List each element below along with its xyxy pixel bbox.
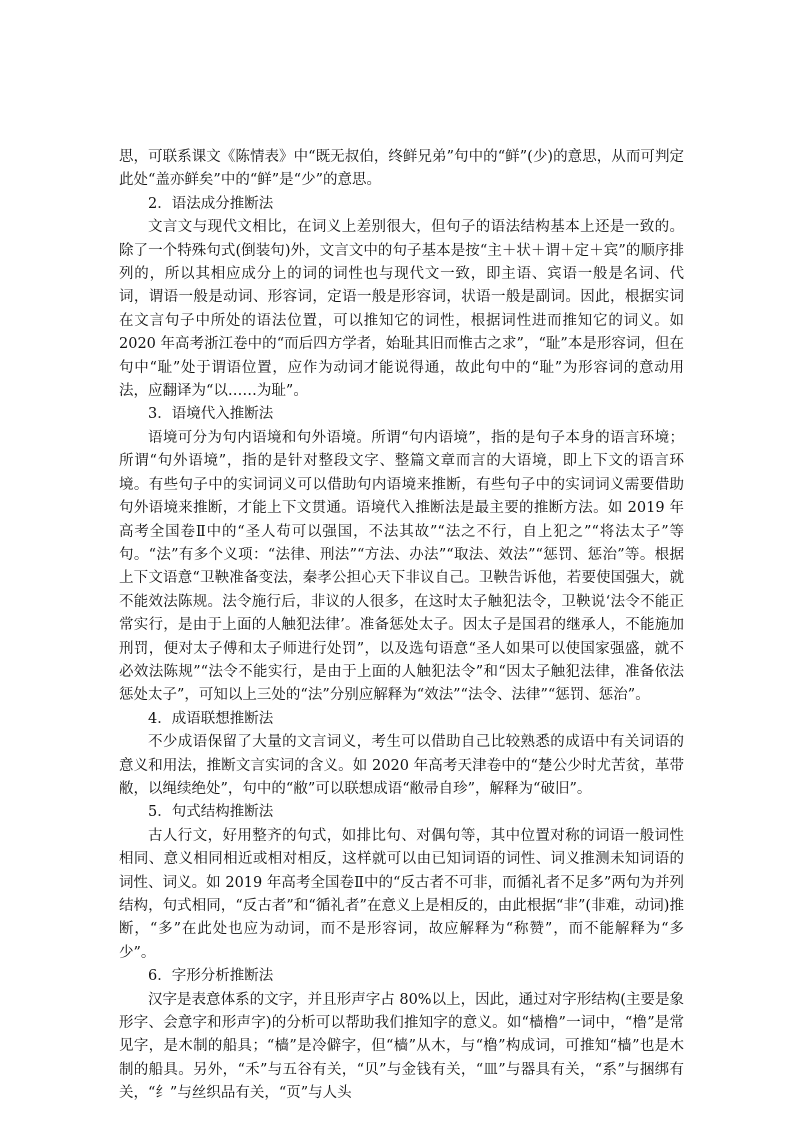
- paragraph-context: 语境可分为句内语境和句外语境。所谓“句内语境”，指的是句子本身的语言环境；所谓“句外语境”，指的是针对整段文字、整篇文章而言的大语境，即上下文的语言环境。有些句子中的实词词义可以借助句内语境来推断，有些句子中的实词词义需要借助句外语境来推断，才能上下文贯通。语境代入推断法是最主要的推断方法。如 2019 年高考全国卷Ⅱ中的“圣人苟可以强国，不法其故”“法之不行，自上犯之”“将法太子”等句。“法”有多个义项：“法律、刑法”“方法、办法”“取法、效法”“惩罚、惩治”等。根据上下文语意“卫鞅准备变法，秦孝公担心天下非议自己。卫鞅告诉他，若要使国强大，就不能效法陈规。法令施行后，非议的人很多，在这时太子触犯法令，卫鞅说‘法令不能正常实行，是由于上面的人触犯法律’。准备惩处太子。因太子是国君的继承人，不能施加刑罚，便对太子傅和太子师进行处罚”，以及选句语意“圣人如果可以使国家强盛，就不必效法陈规”“法令不能实行，是由于上面的人触犯法令”和“因太子触犯法律，准备依法惩处太子”，可知以上三处的“法”分别应解释为“效法”“法令、法律”“惩罚、惩治”。: [119, 429, 684, 704]
- section-heading-glyph-analysis: 6．字形分析推断法: [148, 968, 274, 985]
- document-body: [119, 146, 684, 1106]
- paragraph-sentence-structure: 古人行文，好用整齐的句式，如排比句、对偶句等，其中位置对称的词语一般词性相同、意义相同相近或相对相反，这样就可以由已知词语的词性、词义推测未知词语的词性、词义。如 2019 年高考全国卷Ⅱ中的“反古者不可非，而循礼者不足多”两句为并列结构，句式相同，“反古者”和“循礼者”在意义上是相反的，由此根据“非”(非难，动词)推断，“多”在此处也应为动词，而不是形容词，故应解释为“称赞”，而不能解释为“多少”。: [119, 827, 684, 961]
- paragraph-continuation: 思，可联系课文《陈情表》中“既无叔伯，终鲜兄弟”句中的“鲜”(少)的意思，从而可判定此处“盖亦鲜矣”中的“鲜”是“少”的意思。: [119, 149, 684, 189]
- section-heading-sentence-structure: 5．句式结构推断法: [148, 804, 274, 821]
- paragraph-grammar: 文言文与现代文相比，在词义上差别很大，但句子的语法结构基本上还是一致的。除了一个特殊句式(倒装句)外，文言文中的句子基本是按“主＋状＋谓＋定＋宾”的顺序排列的，所以其相应成分上的词的词性也与现代文一致，即主语、宾语一般是名词、代词，谓语一般是动词、形容词，定语一般是形容词，状语一般是副词。因此，根据实词在文言句子中所处的语法位置，可以推知它的词性，根据词性进而推知它的词义。如 2020 年高考浙江卷中的“而后四方学者，始耻其旧而惟古之求”，“耻”本是形容词，但在句中“耻”处于谓语位置，应作为动词才能说得通，故此句中的“耻”为形容词的意动用法，应翻译为“以……为耻”。: [119, 219, 684, 400]
- section-heading-context: 3．语境代入推断法: [148, 406, 274, 423]
- paragraph-glyph-analysis: 汉字是表意体系的文字，并且形声字占 80%以上，因此，通过对字形结构(主要是象形字、会意字和形声字)的分析可以帮助我们推知字的意义。如“樯橹”一词中，“橹”是常见字，是木制的船具；“樯”是冷僻字，但“樯”从木，与“橹”构成词，可推知“樯”也是木制的船具。另外，“禾”与五谷有关，“贝”与金钱有关，“皿”与器具有关，“系”与捆绑有关，“纟”与丝织品有关，“页”与人头: [119, 991, 684, 1102]
- paragraph-idiom: 不少成语保留了大量的文言词义，考生可以借助自己比较熟悉的成语中有关词语的意义和用法，推断文言实词的含义。如 2020 年高考天津卷中的“楚公少时尤苦贫，革带敝，以绳续绝处”，句中的“敝”可以联想成语“敝帚自珍”，解释为“破旧”。: [119, 734, 684, 797]
- section-heading-idiom: 4．成语联想推断法: [148, 710, 274, 727]
- section-heading-grammar: 2．语法成分推断法: [148, 195, 274, 212]
